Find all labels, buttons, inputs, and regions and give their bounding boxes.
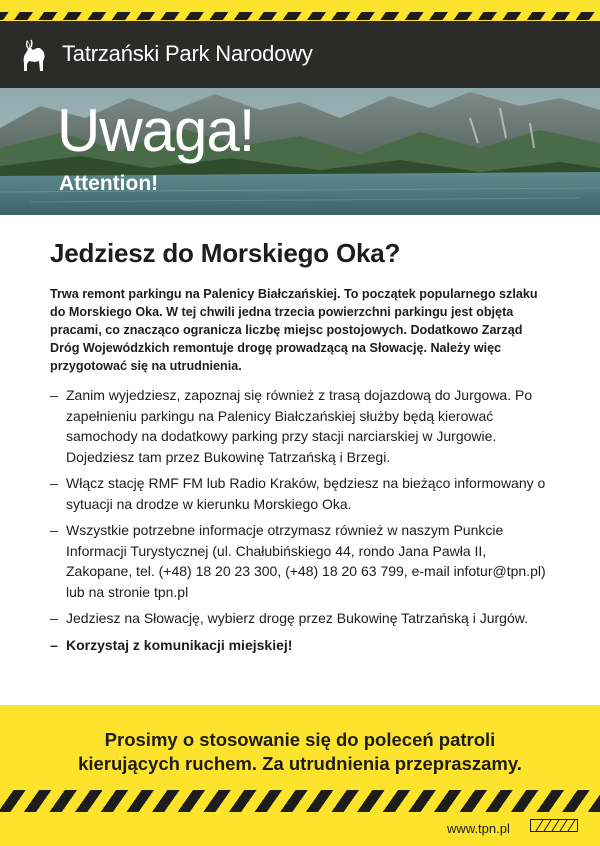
brand-name: Tatrzański Park Narodowy — [62, 41, 313, 66]
hazard-stripes-icon — [530, 819, 578, 832]
list-item: – Jedziesz na Słowację, wybierz drogę przez Bukowinę Tatrzańską i Jurgów. — [50, 610, 528, 626]
chamois-icon — [15, 36, 53, 74]
hero-subtitle: Attention! — [59, 172, 159, 195]
intro-paragraph: Trwa remont parkingu na Palenicy Białczańskiej. To początek popularnego szlaku do Morskiego Oka. W tej chwili jedna trzecia powierzchni parkingu jest objęta pracami, co znacząco ogranicza liczbę miejsc postojowych. Dodatkowo Zarząd Dróg Wojewódzkich remontuje drogę prowadzącą na Słowację. Należy więc przygotować się na utrudnienia. — [50, 287, 538, 373]
info-list — [50, 385, 550, 661]
list-item: – Korzystaj z komunikacji miejskiej! — [50, 636, 293, 653]
header-bar — [0, 21, 600, 88]
appeal-line-2: kierujących ruchem. Za utrudnienia przepraszamy. — [78, 753, 522, 774]
bottom-hazard-stripes — [0, 790, 600, 812]
appeal-text — [0, 728, 600, 776]
hero-title: Uwaga! — [57, 97, 255, 164]
list-item: – Zanim wyjedziesz, zapoznaj się również z trasą dojazdową do Jurgowa. Po zapełnieniu parkingu na Palenicy Białczańskiej służby będą kierować samochody na dodatkowy parking przy stacji narciarskiej w Jurgowie. Dojedziesz tam przez Bukowinę Tatrzańską i Brzegi. — [50, 387, 533, 465]
hero-banner — [0, 88, 600, 215]
page-heading: Jedziesz do Morskiego Oka? — [50, 238, 401, 268]
top-hazard-stripes — [0, 12, 600, 20]
list-item: – Wszystkie potrzebne informacje otrzymasz również w naszym Punkcie Informacji Turystycznej (ul. Chałubińskiego 44, rondo Jana Pawła II, Zakopane, tel. (+48) 18 20 23 300, (+48) 18 20 63 799, e-mail infotur@tpn.pl) lub na stronie tpn.pl — [50, 522, 546, 600]
list-item: – Włącz stację RMF FM lub Radio Kraków, będziesz na bieżąco informowany o sytuacji na drodze w kierunku Morskiego Oka. — [50, 475, 546, 512]
appeal-line-1: Prosimy o stosowanie się do poleceń patroli — [104, 729, 496, 750]
website-link[interactable]: www.tpn.pl — [447, 821, 510, 836]
